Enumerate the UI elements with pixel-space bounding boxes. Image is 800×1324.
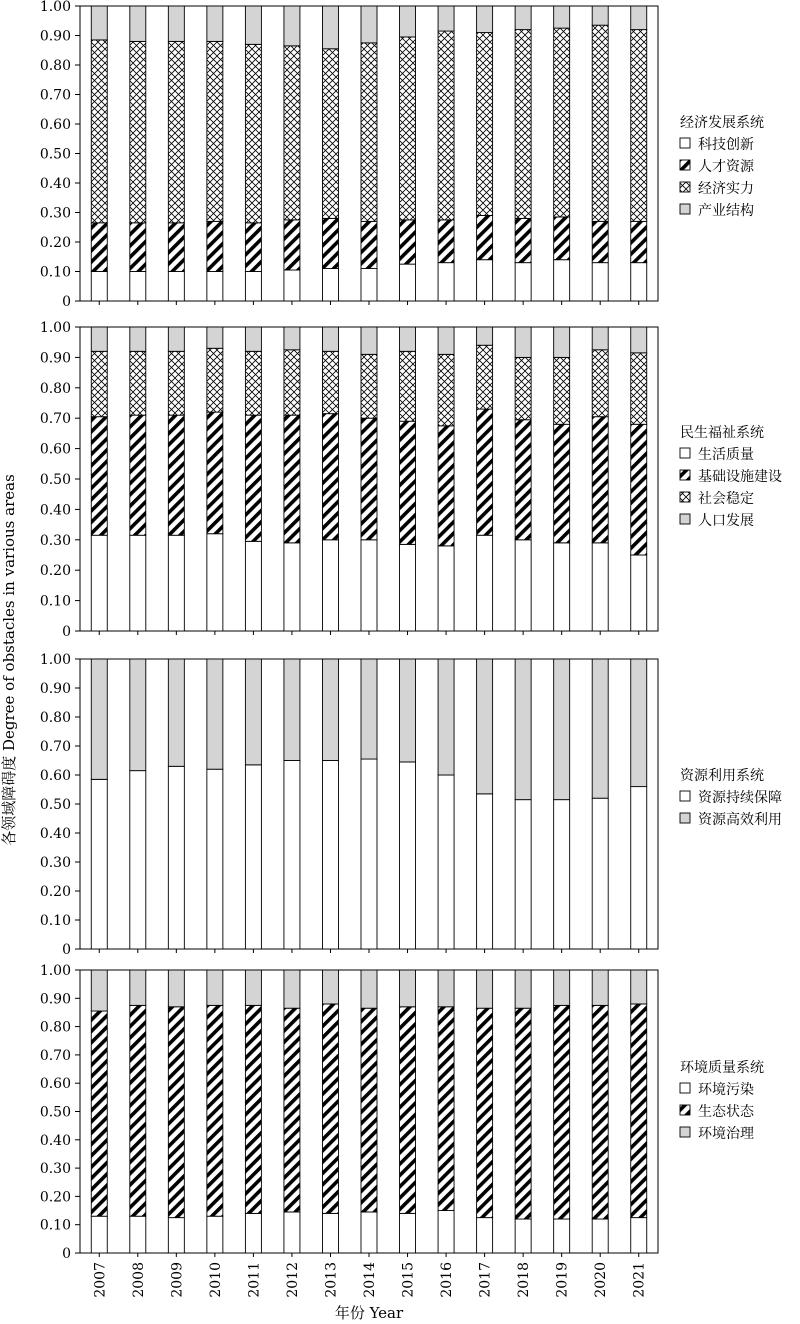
bar-segment — [515, 659, 531, 800]
y-tick-label: 0.20 — [39, 235, 71, 251]
bar-segment — [91, 272, 107, 302]
bar-segment — [168, 6, 184, 41]
y-tick-label: 0.60 — [39, 768, 71, 784]
y-tick-label: 0.90 — [39, 28, 71, 45]
bar-segment — [400, 220, 416, 264]
y-tick-label: 0.60 — [39, 1076, 71, 1093]
y-tick-label: 0.90 — [39, 350, 71, 367]
bar-segment — [592, 798, 608, 949]
legend — [680, 114, 764, 219]
legend-title: 资源利用系统 — [680, 768, 764, 784]
bar-segment — [592, 1005, 608, 1219]
y-tick-label: 0.40 — [39, 502, 71, 519]
bar-segment — [438, 546, 454, 631]
bar-segment — [322, 327, 338, 351]
bar-segment — [477, 6, 493, 33]
bar-segment — [477, 409, 493, 535]
bar-segment — [361, 540, 377, 631]
x-tick-label: 2009 — [169, 1262, 186, 1298]
bar-segment — [631, 263, 647, 301]
bar-segment — [130, 272, 146, 302]
bar-segment — [400, 264, 416, 301]
bar-segment — [554, 6, 570, 28]
bar-segment — [477, 1008, 493, 1217]
bar-segment — [631, 353, 647, 424]
bar-segment — [400, 659, 416, 762]
bar-segment — [322, 351, 338, 413]
bar-segment — [245, 44, 261, 222]
bar-segment — [438, 1211, 454, 1253]
panel-3 — [40, 652, 782, 958]
bar-segment — [631, 970, 647, 1004]
bar-segment — [284, 970, 300, 1008]
legend-swatch — [680, 514, 690, 524]
bar-segment — [631, 659, 647, 787]
x-tick-label: 2015 — [400, 1262, 417, 1298]
bar-segment — [245, 327, 261, 351]
bar-segment — [245, 1005, 261, 1213]
bar-segment — [631, 424, 647, 555]
bar-segment — [207, 1005, 223, 1216]
bar-segment — [515, 6, 531, 30]
bar-segment — [554, 1219, 570, 1253]
bar-segment — [631, 327, 647, 353]
y-tick-label: 0.50 — [39, 1104, 71, 1121]
bar-segment — [168, 223, 184, 272]
bar-segment — [477, 970, 493, 1008]
bar-segment — [592, 25, 608, 221]
legend-label: 社会稳定 — [698, 491, 754, 507]
bar-segment — [207, 534, 223, 631]
bar-segment — [631, 6, 647, 30]
bar-segment — [245, 1213, 261, 1253]
bar-segment — [400, 6, 416, 37]
y-tick-label: 0.40 — [39, 176, 71, 192]
y-tick-label: 0.20 — [39, 1189, 71, 1206]
bar-segment — [400, 1213, 416, 1253]
bar-segment — [168, 1218, 184, 1253]
bar-segment — [207, 1216, 223, 1253]
bar-segment — [631, 1004, 647, 1218]
bar-segment — [91, 779, 107, 949]
bar-segment — [515, 357, 531, 419]
bar-segment — [130, 41, 146, 222]
y-tick-label: 0.70 — [39, 411, 71, 428]
bar-segment — [477, 1218, 493, 1253]
bar-segment — [438, 426, 454, 546]
bar-segment — [91, 40, 107, 223]
bar-segment — [284, 415, 300, 543]
bar-segment — [477, 535, 493, 631]
y-tick-label: 0.80 — [39, 1019, 71, 1036]
y-tick-label: 1.00 — [39, 963, 71, 979]
bar-segment — [168, 327, 184, 351]
y-tick-label: 0.80 — [39, 58, 71, 74]
x-tick-label: 2021 — [631, 1262, 648, 1298]
legend-label: 环境治理 — [698, 1126, 754, 1142]
bar-segment — [207, 348, 223, 412]
legend-label: 环境污染 — [698, 1082, 754, 1098]
bar-segment — [91, 417, 107, 536]
legend-title: 民生福祉系统 — [680, 425, 764, 441]
y-tick-label: 0.20 — [39, 884, 71, 900]
x-tick-label: 2018 — [516, 1262, 533, 1298]
y-tick-label: 0.70 — [39, 1047, 71, 1064]
legend-swatch — [680, 813, 690, 823]
bar-segment — [631, 555, 647, 631]
bar-segment — [515, 540, 531, 631]
bar-segment — [284, 6, 300, 46]
x-tick-label: 2012 — [284, 1262, 301, 1298]
bar-segment — [168, 272, 184, 302]
y-tick-label: 0.90 — [39, 991, 71, 1008]
legend-label: 资源持续保障 — [698, 790, 782, 806]
bar-segment — [130, 1216, 146, 1253]
bar-segment — [284, 659, 300, 761]
bar-segment — [438, 970, 454, 1007]
bar-segment — [130, 771, 146, 949]
bar-segment — [438, 1007, 454, 1211]
y-tick-label: 0 — [62, 294, 71, 310]
bar-segment — [91, 1216, 107, 1253]
y-tick-label: 0.50 — [39, 797, 71, 813]
bar-segment — [515, 263, 531, 301]
bar-segment — [245, 659, 261, 765]
legend-label: 科技创新 — [698, 137, 754, 153]
bar-segment — [91, 1011, 107, 1216]
x-tick-label: 2007 — [92, 1262, 109, 1298]
bar-segment — [631, 221, 647, 262]
bar-segment — [400, 1007, 416, 1214]
y-tick-label: 1.00 — [39, 320, 71, 336]
bar-segment — [515, 30, 531, 219]
bar-segment — [592, 1219, 608, 1253]
legend — [680, 1060, 764, 1142]
bar-segment — [515, 970, 531, 1008]
bar-segment — [322, 1213, 338, 1253]
y-tick-label: 0.60 — [39, 441, 71, 458]
legend-swatch — [680, 138, 690, 148]
y-tick-label: 0.40 — [39, 1132, 71, 1149]
y-tick-label: 0.30 — [39, 205, 71, 222]
bar-segment — [515, 327, 531, 357]
bar-segment — [554, 260, 570, 301]
panel-1 — [40, 0, 764, 310]
x-tick-label: 2010 — [207, 1262, 224, 1298]
y-tick-label: 0.10 — [39, 593, 71, 610]
bar-segment — [322, 540, 338, 631]
legend-title: 环境质量系统 — [680, 1060, 764, 1076]
bar-segment — [631, 787, 647, 949]
bar-segment — [554, 1005, 570, 1219]
bar-segment — [130, 659, 146, 771]
legend-title: 经济发展系统 — [680, 115, 764, 131]
bar-segment — [515, 218, 531, 262]
y-tick-label: 0.20 — [39, 563, 71, 580]
bar-segment — [477, 260, 493, 301]
bar-segment — [554, 424, 570, 543]
bar-segment — [207, 659, 223, 769]
bar-segment — [592, 543, 608, 631]
bar-segment — [592, 327, 608, 350]
bar-segment — [168, 415, 184, 535]
bar-segment — [554, 327, 570, 357]
bar-segment — [207, 327, 223, 348]
bar-segment — [91, 327, 107, 351]
y-tick-label: 0.90 — [39, 681, 71, 697]
bar-segment — [207, 272, 223, 302]
bar-segment — [400, 327, 416, 351]
y-tick-label: 0.70 — [39, 739, 71, 755]
bar-segment — [284, 543, 300, 631]
bar-segment — [592, 6, 608, 25]
bar-segment — [515, 420, 531, 540]
bar-segment — [284, 327, 300, 350]
legend-label: 人才资源 — [698, 159, 754, 175]
y-tick-label: 0.40 — [39, 826, 71, 842]
bar-segment — [130, 6, 146, 41]
y-tick-label: 0.30 — [39, 1161, 71, 1178]
y-tick-label: 0.80 — [39, 710, 71, 726]
bar-segment — [592, 659, 608, 798]
bar-segment — [168, 970, 184, 1007]
bar-segment — [361, 659, 377, 759]
bar-segment — [554, 970, 570, 1005]
bar-segment — [438, 6, 454, 31]
bar-segment — [631, 30, 647, 222]
bar-segment — [207, 6, 223, 41]
bar-segment — [245, 970, 261, 1005]
bar-segment — [400, 544, 416, 631]
legend-swatch — [680, 448, 690, 458]
legend-swatch — [680, 1083, 690, 1093]
x-tick-label: 2008 — [130, 1262, 147, 1298]
legend-label: 资源高效利用 — [698, 812, 782, 828]
bar-segment — [168, 659, 184, 766]
bar-segment — [361, 1008, 377, 1212]
bar-segment — [207, 221, 223, 271]
bar-segment — [245, 541, 261, 631]
bar-segment — [207, 769, 223, 949]
bar-segment — [322, 761, 338, 950]
bar-segment — [284, 220, 300, 270]
bar-segment — [322, 414, 338, 540]
x-tick-label: 2013 — [323, 1262, 340, 1298]
legend-swatch — [680, 1127, 690, 1137]
bar-segment — [245, 6, 261, 44]
bar-segment — [592, 970, 608, 1005]
y-tick-label: 0 — [62, 942, 71, 958]
bar-segment — [477, 659, 493, 794]
bar-segment — [91, 970, 107, 1011]
legend-swatch — [680, 492, 690, 502]
legend-label: 基础设施建设 — [698, 469, 782, 485]
bar-segment — [361, 970, 377, 1008]
bar-segment — [130, 535, 146, 631]
x-tick-labels — [92, 1262, 647, 1298]
y-tick-label: 0.10 — [39, 1217, 71, 1234]
y-tick-label: 0.30 — [39, 532, 71, 549]
y-tick-label: 0.50 — [39, 472, 71, 488]
bar-segment — [168, 1007, 184, 1218]
bar-segment — [130, 1005, 146, 1216]
bar-segment — [168, 766, 184, 949]
bar-segment — [438, 220, 454, 263]
bar-segment — [438, 659, 454, 775]
legend-swatch — [680, 470, 690, 480]
bar-segment — [168, 41, 184, 222]
bar-segment — [284, 350, 300, 415]
bar-segment — [130, 327, 146, 351]
bar-segment — [554, 800, 570, 949]
y-tick-label: 0.10 — [39, 264, 71, 281]
bar-segment — [477, 345, 493, 409]
bar-segment — [245, 223, 261, 272]
bar-segment — [361, 6, 377, 43]
bar-segment — [245, 415, 261, 541]
bar-segment — [284, 270, 300, 301]
bar-segment — [438, 775, 454, 949]
bar-segment — [207, 412, 223, 534]
y-tick-label: 0.50 — [39, 146, 71, 163]
bar-segment — [322, 49, 338, 219]
x-tick-label: 2017 — [477, 1262, 494, 1298]
panel-4 — [40, 963, 764, 1262]
x-tick-label: 2020 — [593, 1262, 610, 1298]
y-tick-label: 0.60 — [39, 117, 71, 133]
legend — [680, 424, 782, 529]
bar-segment — [361, 43, 377, 221]
bar-segment — [438, 354, 454, 425]
bar-segment — [168, 535, 184, 631]
bar-segment — [400, 37, 416, 220]
bar-segment — [515, 800, 531, 949]
x-tick-label: 2011 — [246, 1262, 263, 1298]
bar-segment — [592, 417, 608, 543]
bar-segment — [361, 221, 377, 268]
bar-segment — [361, 759, 377, 949]
bar-segment — [130, 970, 146, 1005]
legend-swatch — [680, 204, 690, 214]
y-tick-label: 0 — [62, 1246, 71, 1262]
bar-segment — [592, 263, 608, 301]
legend-label: 生活质量 — [698, 447, 754, 463]
x-tick-label: 2016 — [439, 1262, 456, 1298]
bar-segment — [592, 350, 608, 417]
bar-segment — [207, 41, 223, 221]
legend-label: 人口发展 — [698, 513, 754, 529]
bar-segment — [284, 46, 300, 220]
bar-segment — [322, 269, 338, 301]
bar-segment — [438, 263, 454, 301]
bar-segment — [438, 31, 454, 220]
legend-label: 产业结构 — [698, 203, 754, 219]
bar-segment — [477, 327, 493, 345]
bar-segment — [284, 1008, 300, 1212]
bar-segment — [477, 794, 493, 949]
x-axis-title: 年份 Year — [334, 1304, 404, 1322]
bar-segment — [91, 535, 107, 631]
x-tick-label: 2019 — [554, 1262, 571, 1298]
y-tick-label: 0 — [62, 624, 71, 640]
bar-segment — [322, 1004, 338, 1213]
bar-segment — [400, 421, 416, 544]
bar-segment — [515, 1219, 531, 1253]
bar-segment — [477, 215, 493, 259]
bar-segment — [91, 351, 107, 416]
y-tick-label: 0.80 — [39, 380, 71, 397]
bar-segment — [592, 221, 608, 262]
bar-segment — [361, 327, 377, 354]
x-tick-label: 2014 — [362, 1262, 378, 1298]
bar-segment — [631, 1218, 647, 1253]
bar-segment — [361, 269, 377, 301]
bar-segment — [400, 970, 416, 1007]
y-tick-label: 0.70 — [39, 87, 71, 104]
legend-swatch — [680, 160, 690, 170]
bar-segment — [322, 6, 338, 49]
bar-segment — [91, 223, 107, 272]
y-tick-label: 1.00 — [39, 652, 71, 668]
bar-segment — [245, 351, 261, 415]
bar-segment — [438, 327, 454, 354]
bar-segment — [130, 351, 146, 415]
y-tick-label: 0.10 — [39, 913, 71, 929]
y-tick-label: 1.00 — [39, 0, 71, 15]
legend-label: 经济实力 — [698, 181, 754, 197]
bar-segment — [284, 761, 300, 950]
bar-segment — [245, 765, 261, 949]
y-tick-label: 0.30 — [39, 855, 71, 871]
bar-segment — [361, 354, 377, 418]
bar-segment — [322, 970, 338, 1004]
bar-segment — [207, 970, 223, 1005]
bar-segment — [400, 762, 416, 949]
legend-swatch — [680, 1105, 690, 1115]
bar-segment — [245, 272, 261, 302]
bar-segment — [554, 659, 570, 800]
bar-segment — [554, 217, 570, 260]
bar-segment — [554, 543, 570, 631]
bar-segment — [477, 33, 493, 216]
bar-segment — [130, 415, 146, 535]
y-axis-title: 各领域障碍度 Degree of obstacles in various areas — [0, 474, 18, 846]
bar-segment — [554, 28, 570, 217]
bar-segment — [515, 1008, 531, 1219]
bar-segment — [554, 357, 570, 424]
bar-segment — [168, 351, 184, 415]
panel-2 — [40, 320, 782, 640]
bar-segment — [130, 223, 146, 272]
legend-label: 生态状态 — [698, 1104, 754, 1120]
legend-swatch — [680, 182, 690, 192]
bar-segment — [322, 659, 338, 761]
bar-segment — [361, 1212, 377, 1253]
bar-segment — [361, 418, 377, 540]
bar-segment — [91, 6, 107, 40]
bar-segment — [91, 659, 107, 779]
legend-swatch — [680, 791, 690, 801]
bar-segment — [284, 1212, 300, 1253]
bar-segment — [322, 218, 338, 268]
legend — [680, 767, 782, 828]
bar-segment — [400, 351, 416, 421]
